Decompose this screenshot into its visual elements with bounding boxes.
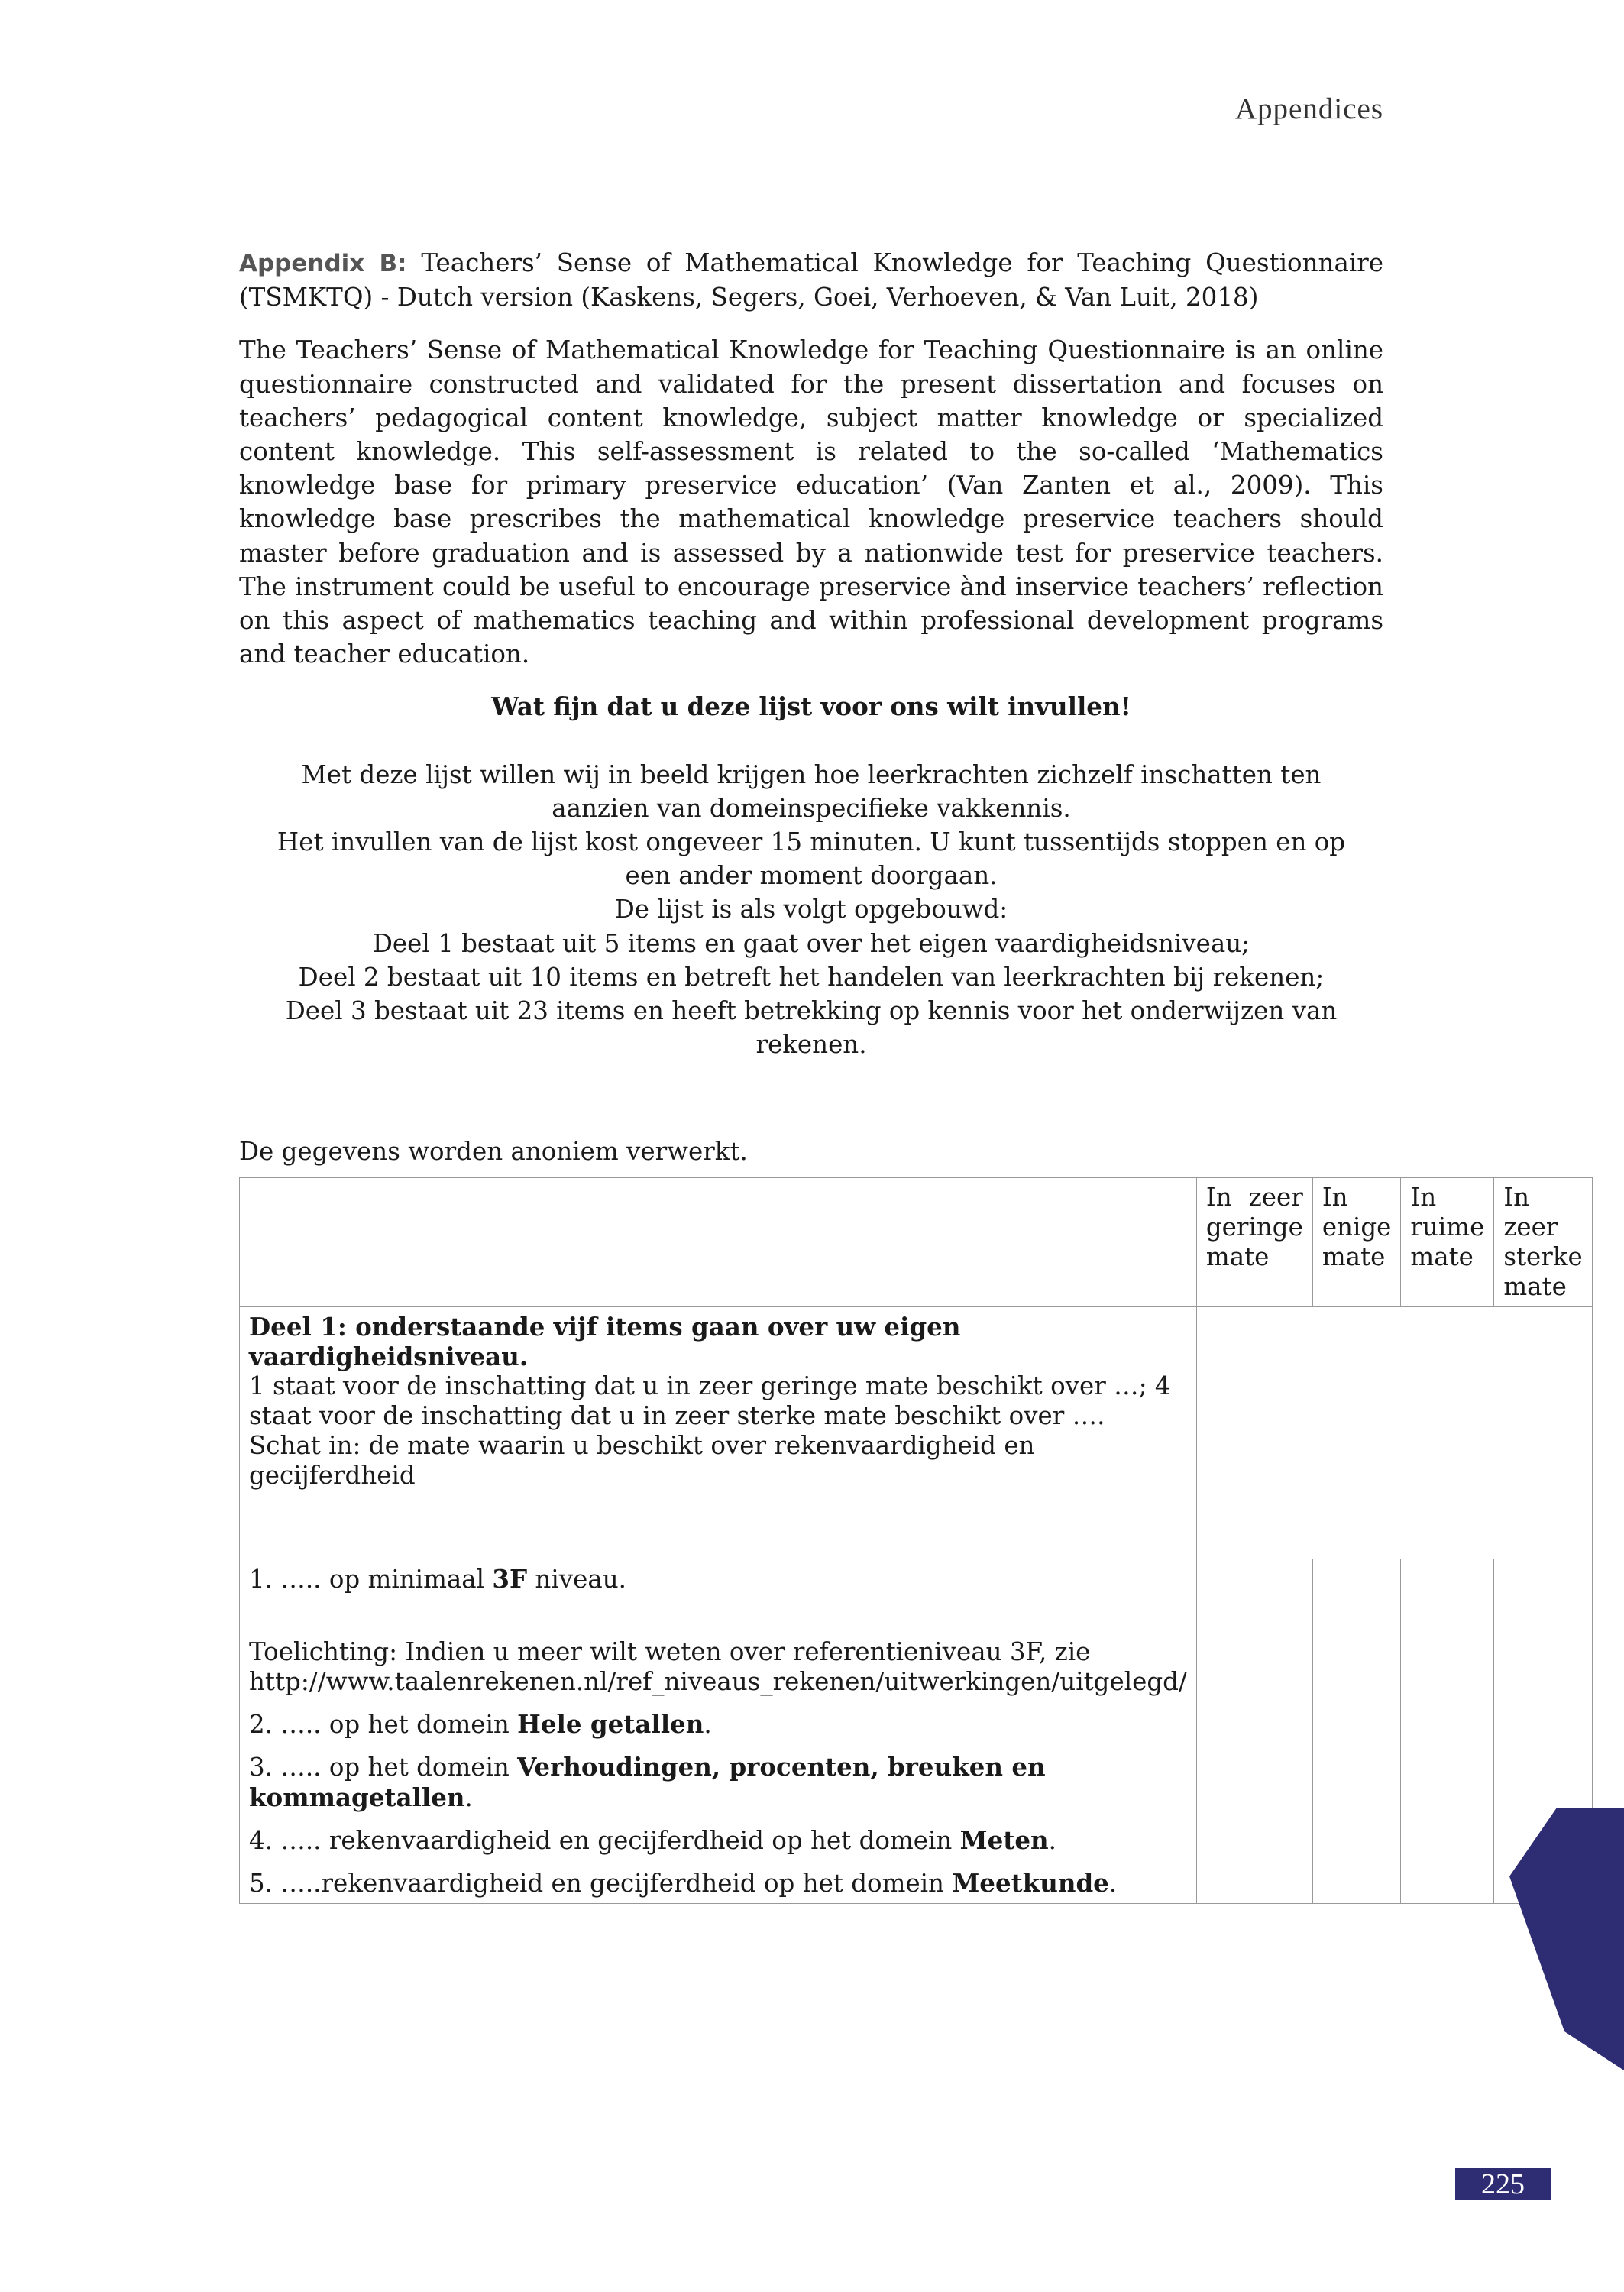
appendix-label: Appendix B: (239, 250, 407, 277)
part1-description: 1 staat voor de inschatting dat u in zeer geringe mate beschikt over …; 4 staat voor de inschatting dat u in zeer sterke mate beschikt over …. (249, 1371, 1171, 1430)
rating-cell-1[interactable] (1196, 1559, 1312, 1904)
instruction-line: De lijst is als volgt opgebouwd: (614, 895, 1008, 924)
list-item: 2. ….. op het domein Hele getallen. (249, 1709, 712, 1739)
scale-header-1: In zeer geringe mate (1196, 1178, 1312, 1307)
part1-prompt: Schat in: de mate waarin u beschikt over rekenvaardigheid en gecijferdheid (249, 1431, 1035, 1490)
list-item: 3. ….. op het domein Verhoudingen, procenten, breuken en kommagetallen. (249, 1752, 1046, 1812)
instruction-line: Met deze lijst willen wij in beeld krijgen hoe leerkrachten zichzelf inschatten ten aanzien van domeinspecifieke vakkennis. (301, 759, 1322, 823)
items-cell (240, 1559, 1197, 1904)
instruction-line: Deel 1 bestaat uit 5 items en gaat over het eigen vaardigheidsniveau; (372, 928, 1250, 958)
instruction-line: Deel 3 bestaat uit 23 items en heeft betrekking op kennis voor het onderwijzen van rekenen. (285, 996, 1338, 1060)
items-row (240, 1559, 1593, 1904)
anonymous-note: De gegevens worden anoniem verwerkt. (239, 1137, 748, 1167)
appendix-heading (239, 246, 1383, 314)
running-header: Appendices (1234, 92, 1383, 125)
instructions-block (239, 758, 1383, 1062)
part1-row (240, 1307, 1593, 1559)
page-content (239, 246, 1383, 1169)
intro-paragraph: The Teachers’ Sense of Mathematical Knowledge for Teaching Questionnaire is an online questionnaire constructed and validated for the present dissertation and focuses on teachers’ pedagogical content knowledge, subject matter knowledge or specialized content knowledge. This self-assessment is related to the so-called ‘Mathematics knowledge base for primary preservice education’ (Van Zanten et al., 2009). This knowledge base prescribes the mathematical knowledge preservice teachers should master before graduation and is assessed by a nationwide test for preservice teachers. The instrument could be useful to encourage preservice ànd inservice teachers’ reflection on this aspect of mathematics teaching and within professional development programs and teacher education. (239, 335, 1383, 669)
rating-cell-2[interactable] (1312, 1559, 1401, 1904)
part1-intro-cell (240, 1307, 1197, 1559)
header-blank-cell (240, 1178, 1197, 1307)
list-item: 4. ….. rekenvaardigheid en gecijferdheid op het domein Meten. (249, 1825, 1056, 1855)
page-number: 225 (1455, 2168, 1551, 2200)
scale-header-2: In enige mate (1312, 1178, 1401, 1307)
chapter-tab-shape (1509, 1808, 1624, 2070)
welcome-text: Wat fijn dat u deze lijst voor ons wilt invullen! (491, 691, 1131, 722)
table-header-row (240, 1178, 1593, 1307)
scale-header-3: In ruime mate (1401, 1178, 1494, 1307)
list-item: 5. …..rekenvaardigheid en gecijferdheid op het domein Meetkunde. (249, 1868, 1118, 1898)
rating-cell-3[interactable] (1401, 1559, 1494, 1904)
instruction-line: Het invullen van de lijst kost ongeveer 15 minuten. U kunt tussentijds stoppen en op een ander moment doorgaan. (277, 827, 1346, 891)
appendix-title: Teachers’ Sense of Mathematical Knowledge for Teaching Questionnaire (TSMKTQ) - Dutch version (Kaskens, Segers, Goei, Verhoeven, & Van Luit, 2018) (239, 248, 1383, 312)
instruction-line: Deel 2 bestaat uit 10 items en betreft het handelen van leerkrachten bij rekenen; (298, 962, 1325, 992)
questionnaire-table (239, 1177, 1593, 1904)
item-note: Toelichting: Indien u meer wilt weten over referentieniveau 3F, zie http://www.taalenrekenen.nl/ref_niveaus_rekenen/uitwerkingen/uitgelegd/ (249, 1637, 1187, 1696)
part1-blank-cell (1196, 1307, 1592, 1559)
part1-heading: Deel 1: onderstaande vijf items gaan over uw eigen vaardigheidsniveau. (249, 1312, 961, 1371)
list-item: 1. ….. op minimaal 3F niveau. (249, 1564, 626, 1594)
scale-header-4: In zeer sterke mate (1494, 1178, 1592, 1307)
